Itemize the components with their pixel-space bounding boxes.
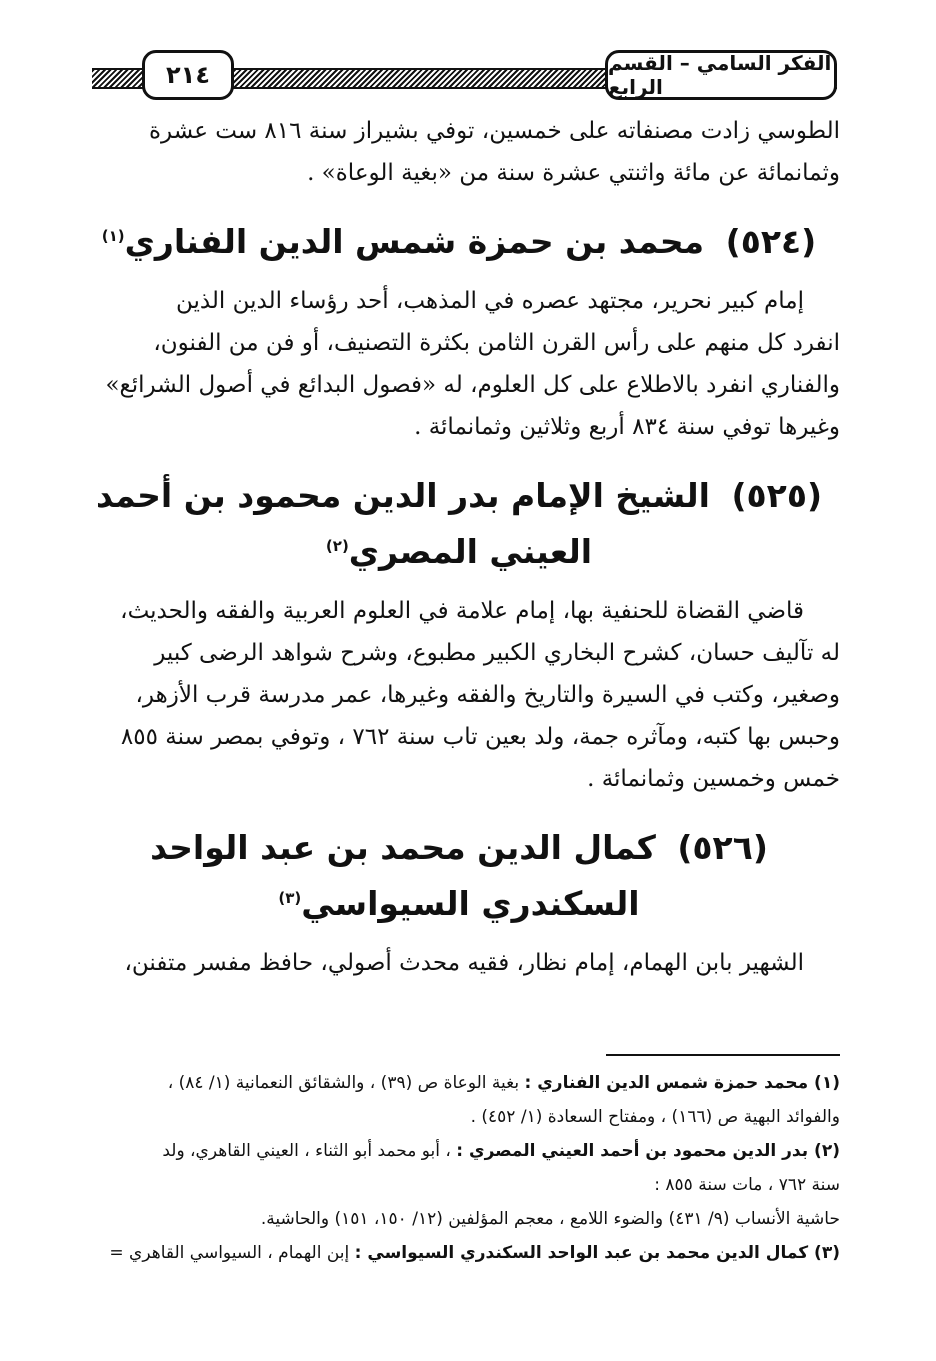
intro-line: الطوسي زادت مصنفاته على خمسين، توفي بشيراز سنة ٨١٦ ست عشرة [148,118,840,144]
footnote-lead: (١) محمد حمزة شمس الدين الفناري : [524,1073,840,1093]
footnote-separator [606,1054,840,1056]
entry-body-line: وغيرها توفي سنة ٨٣٤ أربع وثلاثين وثمانمائة . [414,414,840,440]
entry-title: السكندري السيواسي [301,884,640,923]
footnote-lead: (٣) كمال الدين محمد بن عبد الواحد السكندري السيواسي : [354,1243,840,1263]
footnote-line [78,1168,840,1202]
entry-body-line: الشهير بابن الهمام، إمام نظار، فقيه محدث أصولي، حافظ مفسر متفنن، [124,950,804,976]
footnote-text: بغية الوعاة ص (٣٩) ، والشقائق النعمانية (١/ ٨٤) ، [167,1073,525,1093]
footnote-ref[interactable]: (١) [101,227,125,245]
footnote-line [78,1100,840,1134]
entry-body-line: إمام كبير نحرير، مجتهد عصره في المذهب، أحد رؤساء الدين الذين [175,288,804,314]
entry-number: (٥٢٤) [725,222,817,261]
footnote-line [78,1202,840,1236]
entry-heading-526 [78,820,840,876]
entry-number: (٥٢٥) [731,476,823,515]
footnotes [78,1066,840,1270]
footnote-lead: (٢) بدر الدين محمود بن أحمد العيني المصري : [456,1141,840,1161]
entry-title: الشيخ الإمام بدر الدين محمود بن أحمد [95,476,710,515]
entry-heading-524 [78,214,840,270]
entry-body-line: له تآليف حسان، كشرح البخاري الكبير مطبوع، وشرح شواهد الرضى كبير [154,640,840,666]
footnote-line [78,1134,840,1168]
entry-heading-525-line2 [78,524,840,580]
running-title: الفكر السامي – القسم الرابع [608,51,832,99]
footnote-text: حاشية الأنساب (٩/ ٤٣١) والضوء اللامع ، معجم المؤلفين (١٢/ ١٥٠، ١٥١) والحاشية. [260,1209,840,1229]
footnote-text: والفوائد البهية ص (١٦٦) ، ومفتاح السعادة (١/ ٤٥٢) . [470,1107,840,1127]
entry-title: محمد بن حمزة شمس الدين الفناري [124,222,705,261]
page-number: ٢١٤ [166,61,210,89]
footnote-text: إبن الهمام ، السيواسي القاهري = [109,1243,355,1263]
intro-line: وثمانمائة عن مائة واثنتي عشرة سنة من «بغية الوعاة» . [307,160,840,186]
page-header [92,46,837,106]
page-number-box [142,50,234,100]
entry-number: (٥٢٦) [677,828,768,867]
running-title-box [605,50,837,100]
footnote-line [78,1236,840,1270]
entry-body-line: وصغير، وكتب في السيرة والتاريخ والفقه وغيرها، عمر مدرسة قرب الأزهر، [135,682,840,708]
entry-body-line: خمس وخمسين وثمانمائة . [587,766,840,792]
entry-title: العيني المصري [348,532,593,571]
footnote-text: ، أبو محمد أبو الثناء ، العيني القاهري، ولد [162,1141,457,1161]
entry-body-line: وحبس بها كتبه، ومآثره جمة، ولد بعين تاب سنة ٧٦٢ ، وتوفي بمصر سنة ٨٥٥ [120,724,840,750]
entry-heading-526-line2 [78,876,840,932]
entry-body-line: انفرد كل منهم على رأس القرن الثامن بكثرة التصنيف، أو فن من الفنون، [153,330,840,356]
entry-title: كمال الدين محمد بن عبد الواحد [150,828,656,867]
footnote-text: سنة ٧٦٢ ، مات سنة ٨٥٥ : [654,1175,840,1195]
footnote-ref[interactable]: (٣) [278,889,302,907]
main-text [78,110,840,984]
footnote-ref[interactable]: (٢) [325,537,349,555]
entry-body-line: قاضي القضاة للحنفية بها، إمام علامة في العلوم العربية والفقه والحديث، [120,598,804,624]
entry-heading-525 [78,468,840,524]
footnote-line [78,1066,840,1100]
entry-body-line: والفناري انفرد بالاطلاع على كل العلوم، له «فصول البدائع في أصول الشرائع» [105,372,840,398]
